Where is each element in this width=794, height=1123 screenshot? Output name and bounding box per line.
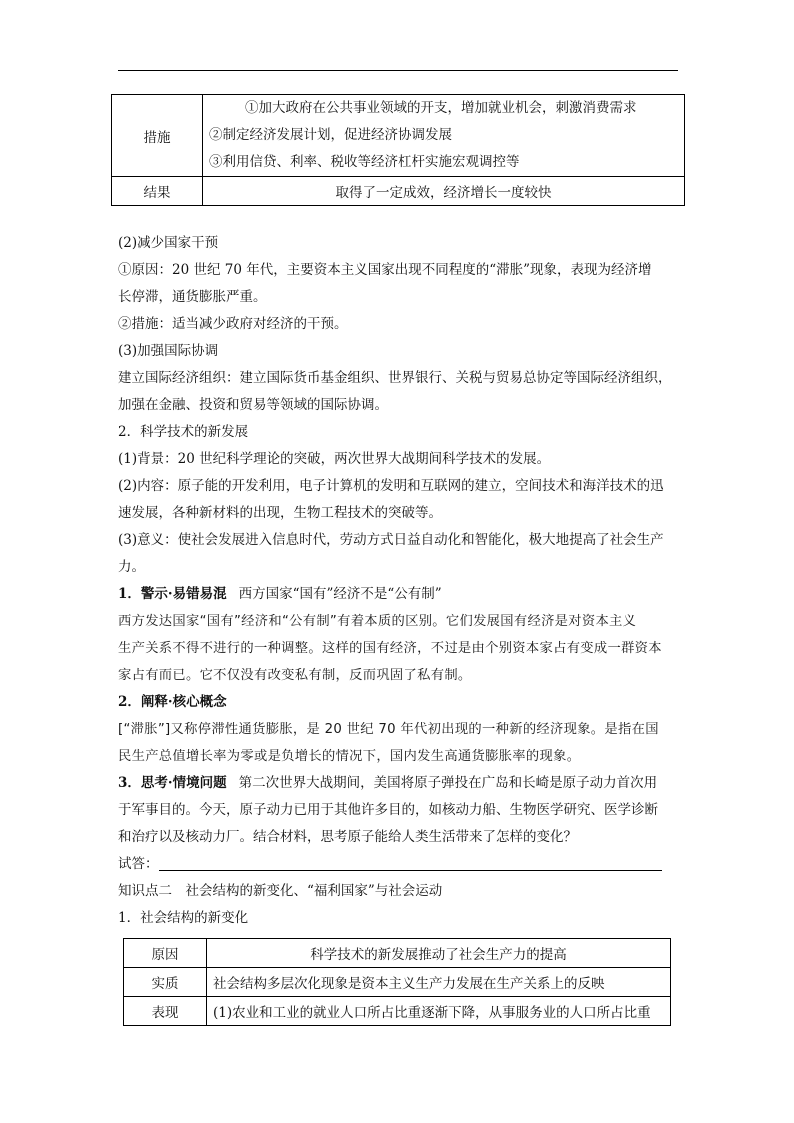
answer-blank-line[interactable] <box>159 856 662 871</box>
thinking-line: 和治疗以及核动力厂。结合材料，思考原子能给人类生活带来了怎样的变化？ <box>118 829 577 845</box>
concept-line: [“滞胀”]又称停滞性通货膨胀，是 20 世纪 70 年代初出现的一种新的经济现象。是指在国 <box>118 722 659 737</box>
reduce-reason-line: ①原因：20 世纪 70 年代，主要资本主义国家出现不同程度的“滞胀”现象，表现为经济增 <box>118 262 652 278</box>
table-row <box>124 939 671 968</box>
row-value: 科学技术的新发展推动了社会生产力的提高 <box>207 939 671 968</box>
answer-row <box>118 851 688 878</box>
thinking-tag: 3．思考·情境问题 <box>118 775 227 791</box>
thinking-line: 于军事目的。今天，原子动力已用于其他许多目的，如核动力船、生物医学研究、医学诊断 <box>118 802 658 818</box>
coord-line: 加强在金融、投资和贸易等领域的国际协调。 <box>118 397 388 413</box>
economic-policy-table <box>111 94 685 206</box>
tech-significance-line: (3)意义：使社会发展进入信息时代，劳动方式日益自动化和智能化，极大地提高了社会生产 <box>118 532 664 548</box>
warning-line: 西方发达国家“国有”经济和“公有制”有着本质的区别。它们发展国有经济是对资本主义 <box>118 614 637 629</box>
row-label: 表现 <box>124 997 207 1026</box>
table-row <box>124 968 671 997</box>
tech-background: (1)背景：20 世纪科学理论的突破，两次世界大战期间科学技术的发展。 <box>118 451 551 467</box>
tech-content-line: 速发展，各种新材料的出现，生物工程技术的突破等。 <box>118 505 442 521</box>
answer-label: 试答： <box>118 856 159 872</box>
header-rule <box>118 70 678 71</box>
reduce-reason-line: 长停滞，通货膨胀严重。 <box>118 289 267 305</box>
social-structure-table <box>123 938 671 1026</box>
measures-cell <box>203 95 685 177</box>
measures-row <box>112 95 685 177</box>
thinking-line: 第二次世界大战期间，美国将原子弹投在广岛和长崎是原子动力首次用 <box>238 775 658 791</box>
measure-item: ①加大政府在公共事业领域的开支，增加就业机会，刺激消费需求 <box>245 100 637 116</box>
coord-line: 建立国际经济组织：建立国际货币基金组织、世界银行、关税与贸易总协定等国际经济组织， <box>118 370 672 386</box>
tech-heading: 2．科学技术的新发展 <box>118 424 249 440</box>
result-value: 取得了一定成效，经济增长一度较快 <box>203 177 685 206</box>
warning-heading <box>118 581 688 608</box>
warning-line: 家占有而已。它不仅没有改变私有制，反而巩固了私有制。 <box>118 668 472 683</box>
table-row <box>124 997 671 1026</box>
measures-label: 措施 <box>112 95 203 177</box>
row-value: 社会结构多层次化现象是资本主义生产力发展在生产关系上的反映 <box>207 968 671 997</box>
tech-content-line: (2)内容：原子能的开发利用，电子计算机的发明和互联网的建立，空间技术和海洋技术的迅 <box>118 478 664 494</box>
concept-line: 民生产总值增长率为零或是负增长的情况下，国内发生高通货膨胀率的现象。 <box>118 749 581 764</box>
knowledge2-title: 知识点二 社会结构的新变化、“福利国家”与社会运动 <box>118 883 443 899</box>
knowledge2-subheading: 1．社会结构的新变化 <box>118 910 249 926</box>
measure-item: ③利用信贷、利率、税收等经济杠杆实施宏观调控等 <box>209 154 520 170</box>
tech-significance-line: 力。 <box>118 559 145 575</box>
measure-item: ②制定经济发展计划，促进经济协调发展 <box>209 127 452 143</box>
row-value: (1)农业和工业的就业人口所占比重逐渐下降，从事服务业的人口所占比重 <box>207 997 671 1026</box>
result-label: 结果 <box>112 177 203 206</box>
concept-tag: 2．阐释·核心概念 <box>118 694 227 710</box>
warning-line: 生产关系不得不进行的一种调整。这样的国有经济，不过是由个别资本家占有变成一群资本 <box>118 641 662 656</box>
main-content <box>118 230 688 932</box>
thinking-heading <box>118 770 688 797</box>
coord-heading: (3)加强国际协调 <box>118 343 219 359</box>
row-label: 原因 <box>124 939 207 968</box>
result-row <box>112 177 685 206</box>
reduce-heading: (2)减少国家干预 <box>118 235 219 251</box>
row-label: 实质 <box>124 968 207 997</box>
warning-tag: 1．警示·易错易混 <box>118 586 227 602</box>
warning-title: 西方国家“国有”经济不是“公有制” <box>238 586 442 602</box>
reduce-measure: ②措施：适当减少政府对经济的干预。 <box>118 316 348 332</box>
